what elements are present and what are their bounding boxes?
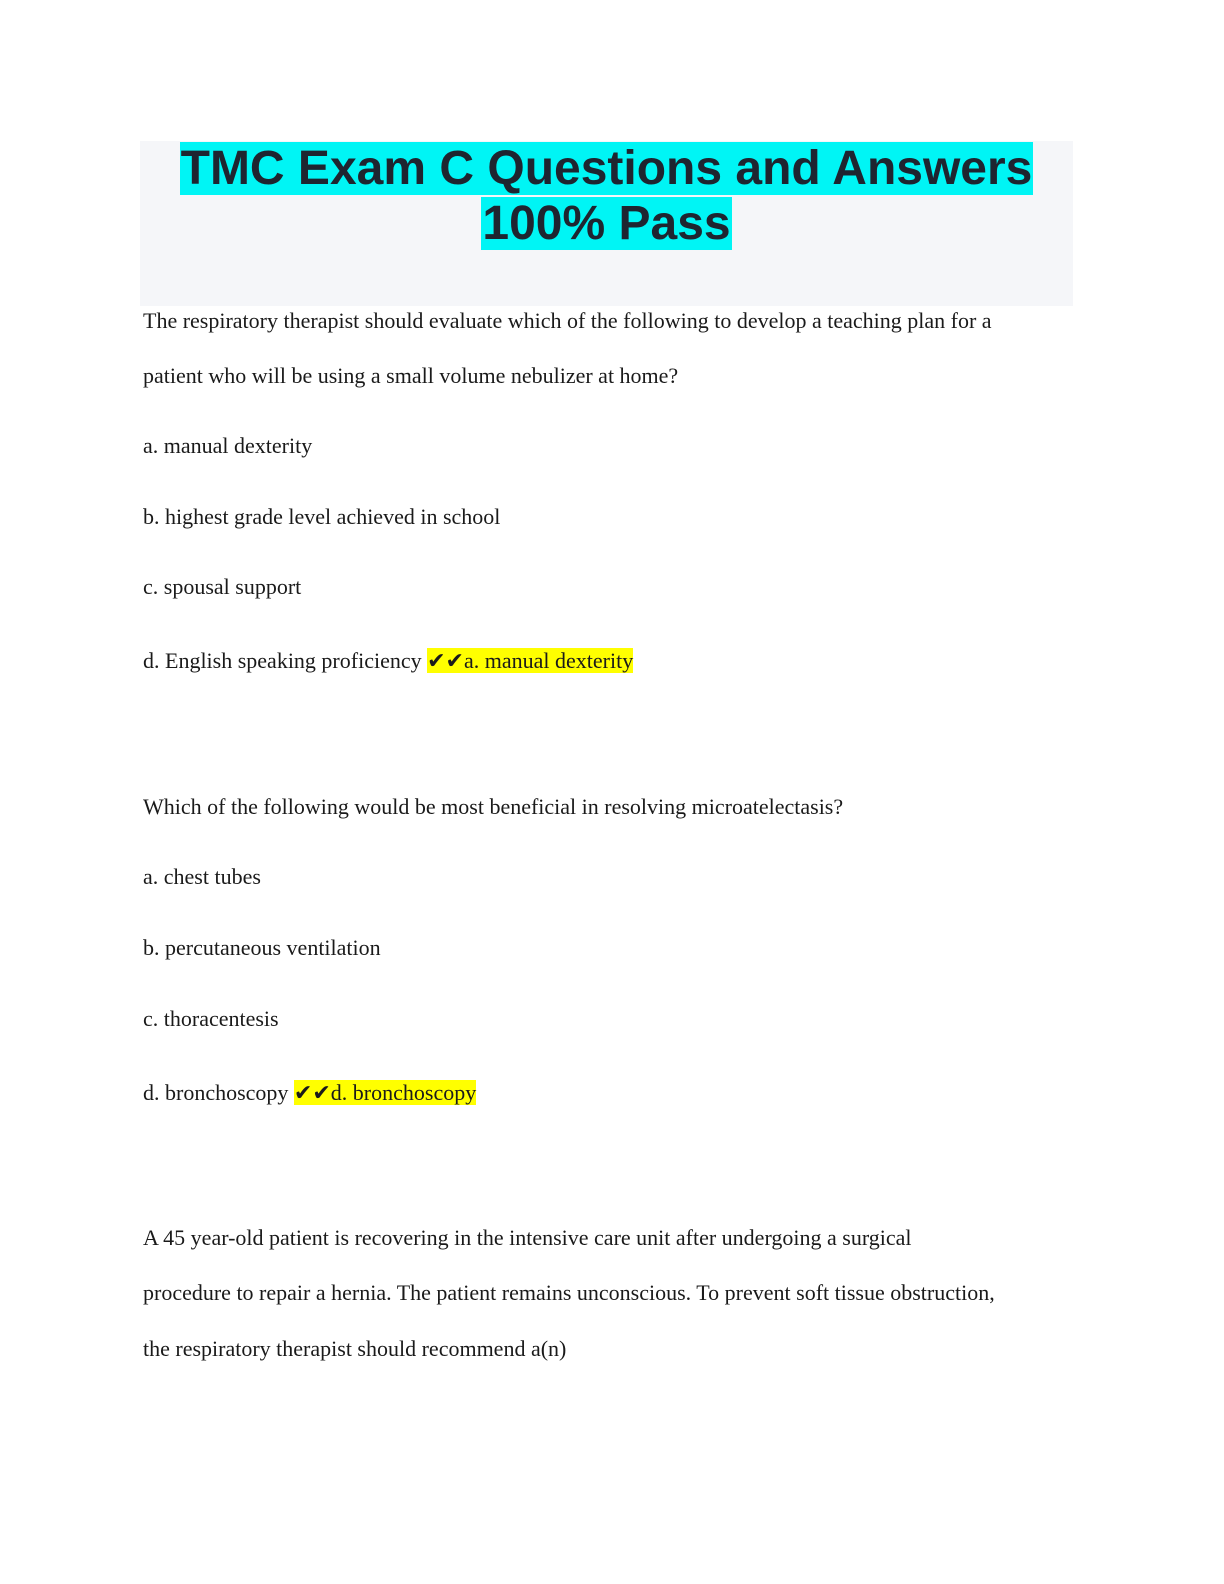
question-2-option-d-row — [143, 1080, 476, 1106]
question-1-option-a: a. manual dexterity — [143, 433, 313, 458]
title-line-1: TMC Exam C Questions and Answers — [180, 142, 1033, 195]
question-1-stem-line-1: The respiratory therapist should evaluate which of the following to develop a teaching plan for a — [143, 308, 992, 333]
title-banner — [140, 141, 1073, 306]
question-2-option-b: b. percutaneous ventilation — [143, 935, 381, 960]
title-line-2: 100% Pass — [482, 197, 731, 250]
question-3-stem-line-1: A 45 year-old patient is recovering in the intensive care unit after undergoing a surgical — [143, 1225, 912, 1250]
question-2-stem-line-1: Which of the following would be most beneficial in resolving microatelectasis? — [143, 794, 844, 819]
question-1-option-c: c. spousal support — [143, 574, 302, 599]
question-2-option-a: a. chest tubes — [143, 864, 261, 889]
question-3-stem-line-3: the respiratory therapist should recommend a(n) — [143, 1336, 567, 1361]
question-2-option-c: c. thoracentesis — [143, 1006, 279, 1031]
question-1-option-d-row — [143, 648, 633, 674]
question-3-stem-line-2: procedure to repair a hernia. The patient remains unconscious. To prevent soft tissue obstruction, — [143, 1280, 995, 1305]
question-1-option-d: d. English speaking proficiency — [143, 648, 422, 673]
question-2-answer: ✔✔d. bronchoscopy — [293, 1080, 477, 1105]
question-2-option-d: d. bronchoscopy — [143, 1080, 289, 1105]
question-1-option-b: b. highest grade level achieved in school — [143, 504, 501, 529]
question-1-stem-line-2: patient who will be using a small volume nebulizer at home? — [143, 363, 679, 388]
question-1-answer: ✔✔a. manual dexterity — [427, 648, 634, 673]
